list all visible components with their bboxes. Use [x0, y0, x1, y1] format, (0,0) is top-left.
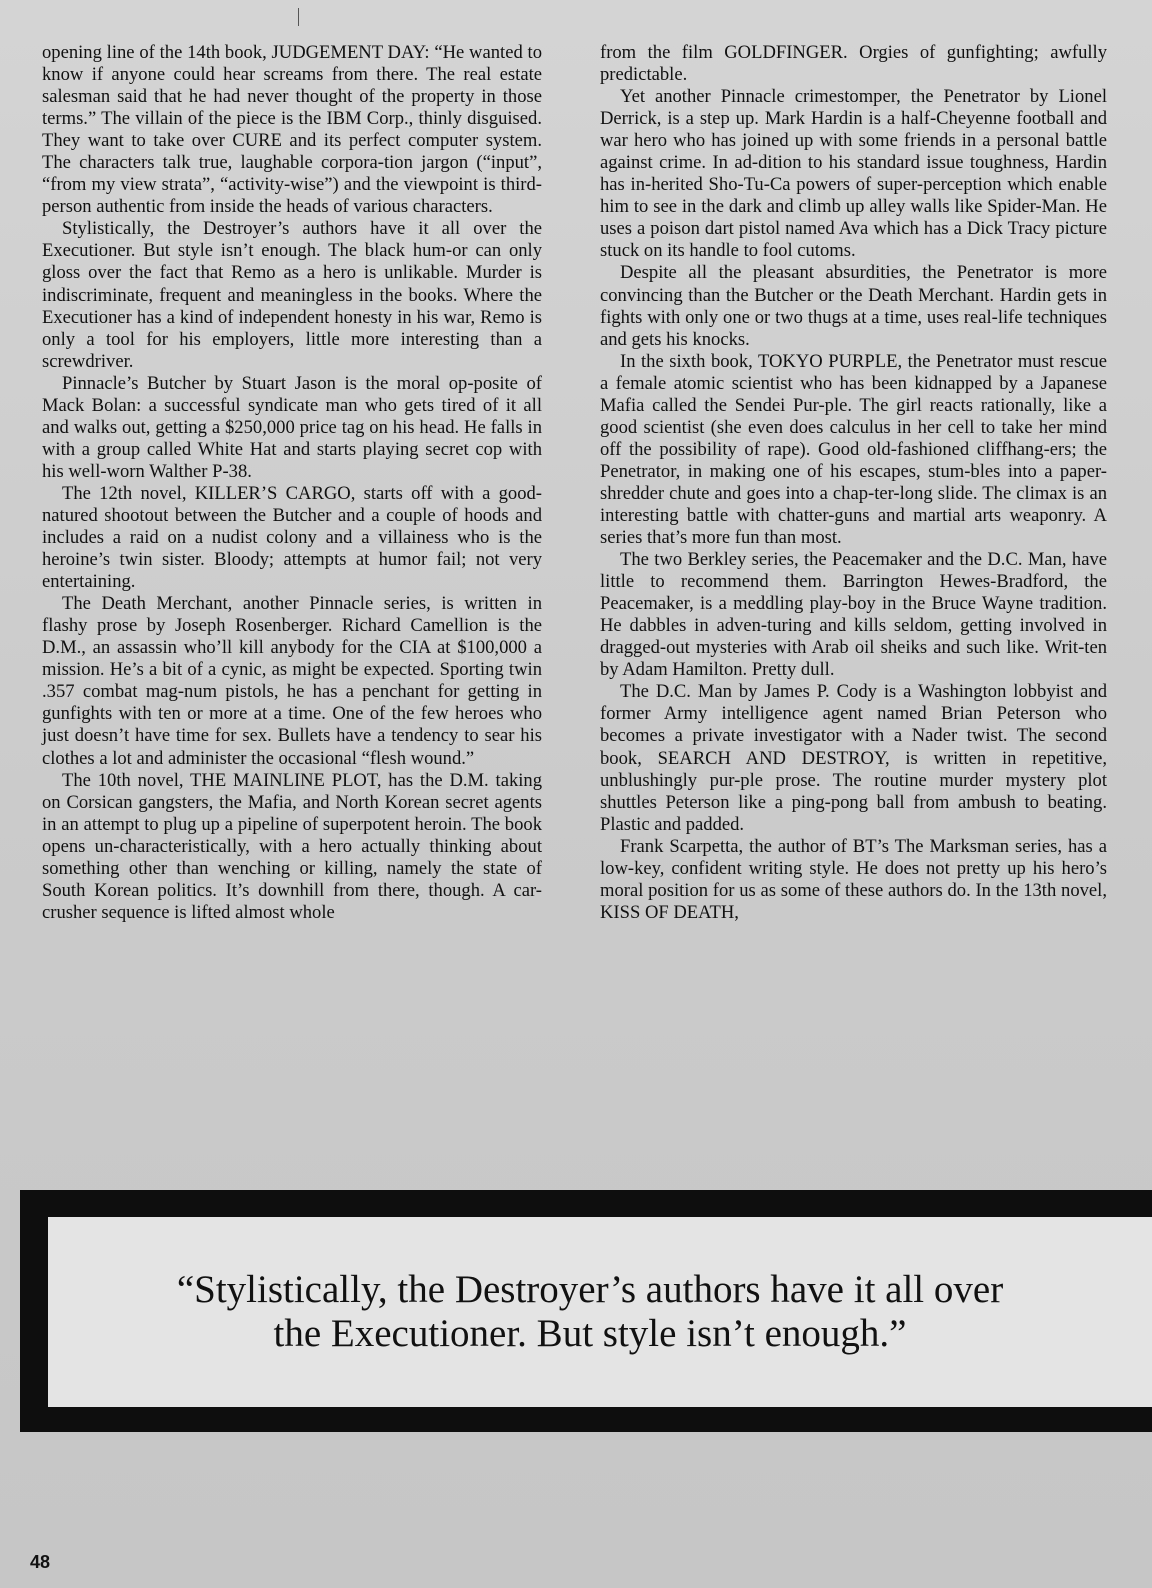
paragraph: Despite all the pleasant absurdities, the Penetrator is more convincing than the Butcher or the Death Merchant. Hardin gets in fights with only one or two thugs at a time, uses real-life techniques and gets his knocks.	[600, 262, 1107, 350]
paragraph: The 10th novel, THE MAINLINE PLOT, has the D.M. taking on Corsican gangsters, the Mafia, and North Korean secret agents in an attempt to plug up a pipeline of superpotent heroin. The book opens un-characteristically, with a hero actually thinking about something other than wenching or killing, namely the state of South Korean politics. It’s downhill from there, though. A car-crusher sequence is lifted almost whole	[42, 769, 542, 923]
paragraph: Stylistically, the Destroyer’s authors have it all over the Executioner. But style isn’t enough. The black hum-or can only gloss over the fact that Remo as a hero is unlikable. Murder is indiscriminate, frequent and meaningless in the books. Where the Executioner has a kind of independent honesty in his war, Remo is only a tool for his employers, little more interesting than a screwdriver.	[42, 218, 542, 372]
pull-quote-frame	[20, 1190, 1152, 1432]
right-text-column	[600, 42, 1107, 924]
paragraph: opening line of the 14th book, JUDGEMENT DAY: “He wanted to know if anyone could hear screams from there. The real estate salesman said that he had never thought of the property in those terms.” The villain of the piece is the IBM Corp., thinly disguised. They want to take over CURE and its perfect computer system. The characters talk true, laughable corpora-tion jargon (“input”, “from my view strata”, “activity-wise”) and the viewpoint is third-person authentic from inside the heads of various characters.	[42, 42, 542, 218]
paragraph: The Death Merchant, another Pinnacle series, is written in flashy prose by Joseph Rosenberger. Richard Camellion is the D.M., an assassin who’ll kill anybody for the CIA at $100,000 a mission. He’s a bit of a cynic, as might be expected. Sporting twin .357 combat mag-num pistols, he has a penchant for getting in gunfights with ten or more at a time. One of the few heroes who just doesn’t have time for sex. Bullets have a tendency to sear his clothes a lot and administer the occasional “flesh wound.”	[42, 593, 542, 769]
pull-quote-line: the Executioner. But style isn’t enough.”	[273, 1312, 907, 1355]
paragraph: The 12th novel, KILLER’S CARGO, starts off with a good-natured shootout between the Butcher and a couple of hoods and includes a raid on a nudist colony and a villainess who is the heroine’s twin sister. Bloody; attempts at humor fail; not very entertaining.	[42, 482, 542, 593]
paragraph: In the sixth book, TOKYO PURPLE, the Penetrator must rescue a female atomic scientist who has been kidnapped by a Japanese Mafia called the Sendei Pur-ple. The girl reacts rationally, like a good scientist (she even does calculus in her cell to take her mind off the possibility of rape). Good old-fashioned cliffhang-ers; the Penetrator, in making one of his escapes, stum-bles into a paper-shredder chute and goes into a chap-ter-long slide. The climax is an interesting battle with chatter-guns and martial arts weaponry. A series that’s more fun than most.	[600, 350, 1107, 549]
pull-quote-line: “Stylistically, the Destroyer’s authors have it all over	[176, 1268, 1004, 1311]
top-margin-mark	[298, 8, 299, 26]
paragraph: Yet another Pinnacle crimestomper, the Penetrator by Lionel Derrick, is a step up. Mark Hardin is a half-Cheyenne football and war hero who has joined up with some friends in a personal battle against crime. In ad-dition to his standard issue toughness, Hardin has in-herited Sho-Tu-Ca powers of super-perception which enable him to see in the dark and climb up alley walls like Spider-Man. He uses a poison dart pistol named Ava which has a Dick Tracy picture stuck on its handle to fool cutoms.	[600, 86, 1107, 262]
paragraph: from the film GOLDFINGER. Orgies of gunfighting; awfully predictable.	[600, 42, 1107, 86]
pull-quote-panel	[48, 1217, 1152, 1407]
paragraph: Frank Scarpetta, the author of BT’s The Marksman series, has a low-key, confident writing style. He does not pretty up his hero’s moral position for us as some of these authors do. In the 13th novel, KISS OF DEATH,	[600, 835, 1107, 923]
paragraph: Pinnacle’s Butcher by Stuart Jason is the moral op-posite of Mack Bolan: a successful syndicate man who gets tired of it all and walks out, getting a $250,000 price tag on his head. He falls in with a group called White Hat and starts playing secret cop with his well-worn Walther P-38.	[42, 372, 542, 482]
left-text-column	[42, 42, 542, 924]
page-number: 48	[30, 1552, 51, 1572]
pull-quote	[70, 1268, 1110, 1356]
paragraph: The D.C. Man by James P. Cody is a Washington lobbyist and former Army intelligence agent named Brian Peterson who becomes a private investigator with a Nader twist. The second book, SEARCH AND DESTROY, is written in repetitive, unblushingly pur-ple prose. The routine murder mystery plot shuttles Peterson like a ping-pong ball from ambush to beating. Plastic and padded.	[600, 681, 1107, 835]
paragraph: The two Berkley series, the Peacemaker and the D.C. Man, have little to recommend them. Barrington Hewes-Bradford, the Peacemaker, is a meddling play-boy in the Bruce Wayne tradition. He dabbles in adven-turing and kills seldom, getting involved in dragged-out mysteries with Arab oil sheiks and such like. Writ-ten by Adam Hamilton. Pretty dull.	[600, 549, 1107, 681]
